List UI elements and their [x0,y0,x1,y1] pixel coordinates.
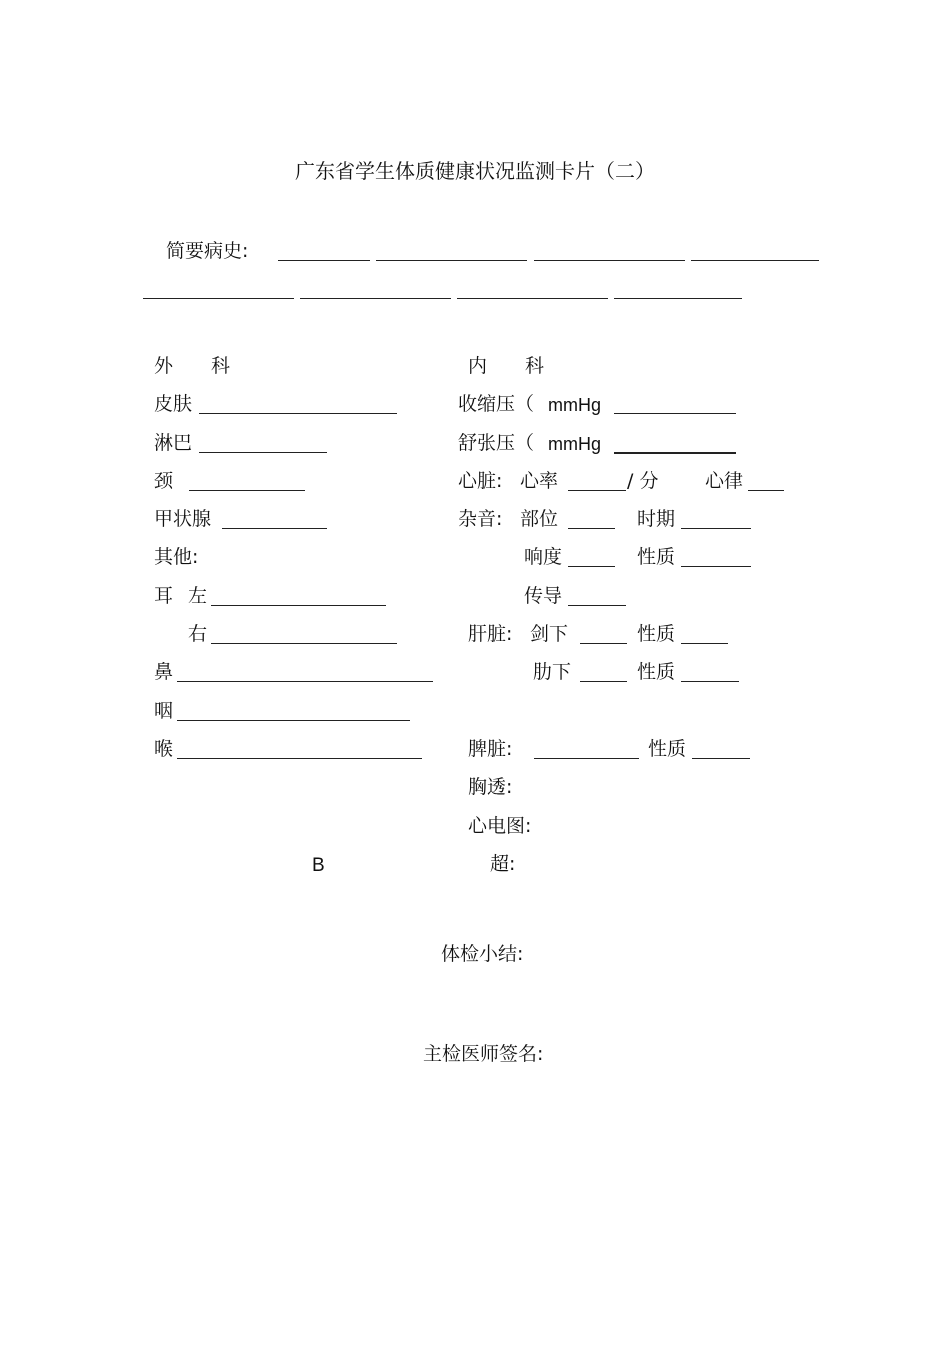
liver-quality-field[interactable] [681,643,728,644]
liver-quality-label: 性质 [637,623,676,645]
per-minute-label: / 分 [627,470,659,492]
liver-costal-quality-label: 性质 [637,661,676,683]
thyroid-label: 甲状腺 [154,508,212,530]
murmur-conduction-label: 传导 [524,585,563,607]
nose-field[interactable] [177,681,433,682]
history-line[interactable] [691,260,819,261]
liver-label: 肝脏: [468,623,513,645]
spleen-quality-field[interactable] [692,758,750,759]
surgery-header: 外 科 [154,355,231,377]
murmur-timing-label: 时期 [637,508,676,530]
history-label: 简要病史: [166,240,249,262]
ecg-label: 心电图: [468,815,532,837]
history-line[interactable] [376,260,527,261]
pharynx-field[interactable] [177,720,410,721]
internal-header: 内 科 [468,355,545,377]
liver-costal-label: 肋下 [533,661,572,683]
murmur-position-label: 部位 [520,508,559,530]
history-line[interactable] [614,298,742,299]
page-title: 广东省学生体质健康状况监测卡片（二） [295,159,655,183]
nose-label: 鼻 [154,661,174,683]
liver-costal-field[interactable] [580,681,627,682]
ear-label: 耳 [154,585,174,607]
diastolic-field[interactable] [614,452,736,454]
murmur-timing-field[interactable] [681,528,751,529]
heart-rate-field[interactable] [568,490,626,491]
rhythm-field[interactable] [748,490,784,491]
murmur-label: 杂音: [458,508,503,530]
liver-costal-quality-field[interactable] [681,681,739,682]
heart-rate-label: 心率 [520,470,559,492]
diastolic-unit: mmHg [548,434,601,454]
neck-label: 颈 [154,470,174,492]
murmur-position-field[interactable] [568,528,615,529]
history-line[interactable] [457,298,608,299]
other-label: 其他: [154,546,199,568]
ultrasound-label: 超: [490,853,516,875]
spleen-label: 脾脏: [468,738,513,760]
diastolic-label: 舒张压（ [458,432,535,454]
heart-label: 心脏: [458,470,503,492]
neck-field[interactable] [189,490,305,491]
murmur-quality-label: 性质 [637,546,676,568]
systolic-field[interactable] [614,413,736,414]
lymph-field[interactable] [199,452,327,453]
summary-label: 体检小结: [441,943,524,965]
spleen-quality-label: 性质 [648,738,687,760]
murmur-quality-field[interactable] [681,566,751,567]
lymph-label: 淋巴 [154,432,193,454]
murmur-intensity-label: 响度 [524,546,563,568]
b-ultrasound-letter: B [312,855,325,876]
ear-right-field[interactable] [211,643,397,644]
murmur-intensity-field[interactable] [568,566,615,567]
ear-right-label: 右 [188,623,208,645]
history-line[interactable] [143,298,294,299]
spleen-field[interactable] [534,758,639,759]
ear-left-label: 左 [188,585,208,607]
thyroid-field[interactable] [222,528,327,529]
skin-label: 皮肤 [154,393,193,415]
skin-field[interactable] [199,413,397,414]
larynx-label: 喉 [154,738,174,760]
liver-xiphoid-label: 剑下 [530,623,569,645]
history-line[interactable] [300,298,451,299]
pharynx-label: 咽 [154,700,174,722]
liver-xiphoid-field[interactable] [580,643,627,644]
larynx-field[interactable] [177,758,422,759]
chest-xray-label: 胸透: [468,776,513,798]
rhythm-label: 心律 [705,470,744,492]
systolic-unit: mmHg [548,395,601,415]
systolic-label: 收缩压（ [458,393,535,415]
history-line[interactable] [534,260,685,261]
murmur-conduction-field[interactable] [568,605,626,606]
ear-left-field[interactable] [211,605,386,606]
history-line[interactable] [278,260,370,261]
signature-label: 主检医师签名: [423,1043,544,1065]
